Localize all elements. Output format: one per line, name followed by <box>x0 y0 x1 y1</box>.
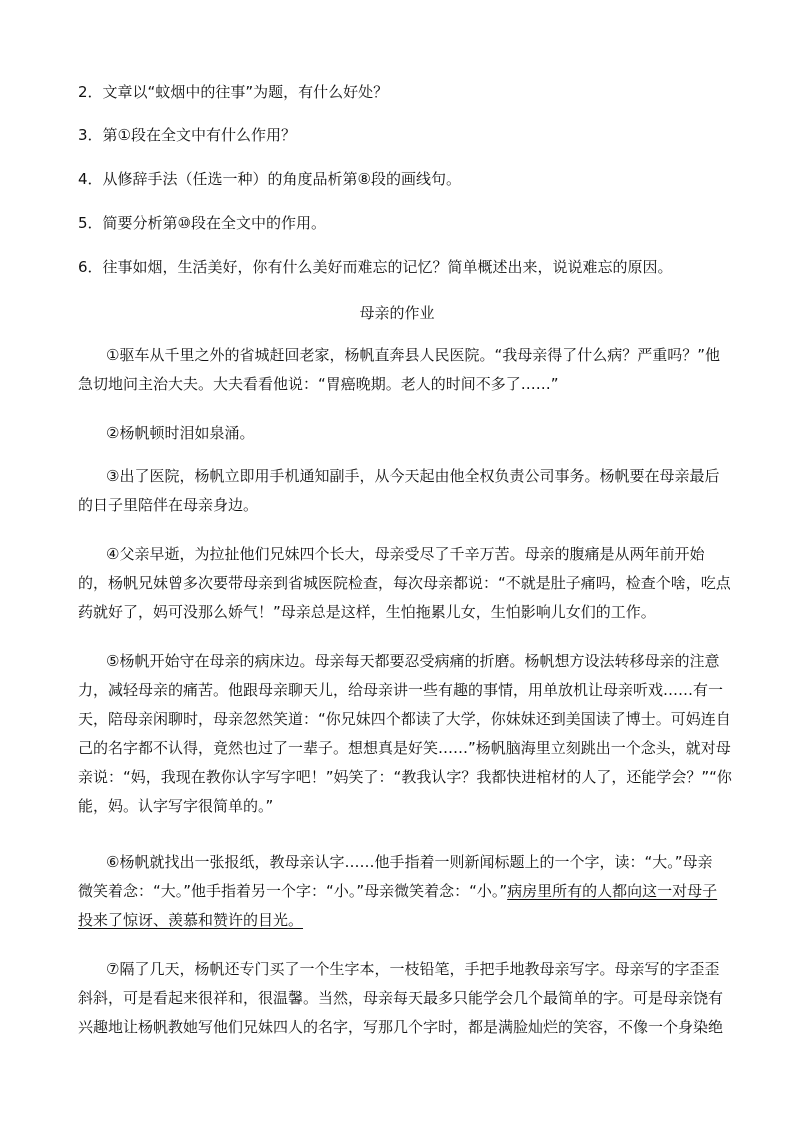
paragraph-line: 兴趣地让杨帆教她写他们兄妹四人的名字，写那几个字时，都是满脸灿烂的笑容，不像一个身染绝 <box>78 1018 724 1036</box>
paragraph-line: ②杨帆顿时泪如泉涌。 <box>106 424 255 442</box>
paragraph-line: 急切地问主治大夫。大夫看看他说：“胃癌晚期。老人的时间不多了……” <box>78 375 559 393</box>
paragraph-line: 天，陪母亲闲聊时，母亲忽然笑道：“你兄妹四个都读了大学，你妹妹还到美国读了博士。可妈连自 <box>78 710 731 728</box>
paragraph-1 <box>78 341 720 399</box>
paragraph-5 <box>78 647 732 821</box>
paragraph-line: 斜斜，可是看起来很祥和，很温馨。当然，母亲每天最多只能学会几个最简单的字。可是母亲饶有 <box>78 989 724 1007</box>
paragraph-line: ①驱车从千里之外的省城赶回老家，杨帆直奔县人民医院。“我母亲得了什么病？严重吗？”他 <box>106 346 720 364</box>
paragraph-7 <box>78 955 724 1042</box>
question-3: 3．第①段在全文中有什么作用？ <box>78 126 296 144</box>
paragraph-line: 的日子里陪伴在母亲身边。 <box>78 496 259 514</box>
paragraph-line: 力，减轻母亲的痛苦。他跟母亲聊天儿，给母亲讲一些有趣的事情，用单放机让母亲听戏……有一 <box>78 681 724 699</box>
paragraph-line: ③出了医院，杨帆立即用手机通知副手，从今天起由他全权负责公司事务。杨帆要在母亲最后 <box>106 467 720 485</box>
underlined-sentence: 投来了惊讶、羡慕和赞许的目光。 <box>78 911 304 929</box>
paragraph-6 <box>78 848 718 935</box>
paragraph-line: ⑦隔了几天，杨帆还专门买了一个生字本，一枝铅笔，手把手地教母亲写字。母亲写的字歪歪 <box>106 960 720 978</box>
paragraph-line <box>78 877 718 906</box>
question-4: 4．从修辞手法（任选一种）的角度品析第⑧段的画线句。 <box>78 170 461 188</box>
paragraph-line: 药就好了，妈可没那么娇气！”母亲总是这样，生怕拖累儿女，生怕影响儿女们的工作。 <box>78 603 656 621</box>
paragraph-line: ④父亲早逝，为拉扯他们兄妹四个长大，母亲受尽了千辛万苦。母亲的腹痛是从两年前开始 <box>106 545 705 563</box>
article-title: 母亲的作业 <box>359 304 435 322</box>
paragraph-line: 的，杨帆兄妹曾多次要带母亲到省城医院检查，每次母亲都说：“不就是肚子痛吗，检查个啥，吃点 <box>78 574 731 592</box>
paragraph-2 <box>78 419 714 448</box>
paragraph-line: ⑥杨帆就找出一张报纸，教母亲认字……他手指着一则新闻标题上的一个字，读：“大。”母亲 <box>106 853 713 871</box>
paragraph-line: 亲说：“妈，我现在教你认字写字吧！”妈笑了：“教我认字？我都快进棺材的人了，还能学会？”“你 <box>78 768 732 786</box>
paragraph-line <box>78 906 714 935</box>
underlined-sentence: 病房里所有的人都向这一对母子 <box>507 882 718 900</box>
question-5: 5．简要分析第⑩段在全文中的作用。 <box>78 214 326 232</box>
question-2: 2．文章以“蚊烟中的往事”为题，有什么好处？ <box>78 83 389 101</box>
paragraph-line: ⑤杨帆开始守在母亲的病床边。母亲每天都要忍受病痛的折磨。杨帆想方设法转移母亲的注意 <box>106 652 720 670</box>
paragraph-line: 己的名字都不认得，竟然也过了一辈子。想想真是好笑……”杨帆脑海里立刻跳出一个念头，就对母 <box>78 739 731 757</box>
paragraph-3 <box>78 462 720 520</box>
question-6: 6．往事如烟，生活美好，你有什么美好而难忘的记忆？简单概述出来，说说难忘的原因。 <box>78 258 673 276</box>
paragraph-line: 能，妈。认字写字很简单的。” <box>78 797 274 815</box>
plain-text: 微笑着念：“大。”他手指着另一个字：“小。”母亲微笑着念：“小。” <box>78 882 508 900</box>
paragraph-4 <box>78 540 731 627</box>
